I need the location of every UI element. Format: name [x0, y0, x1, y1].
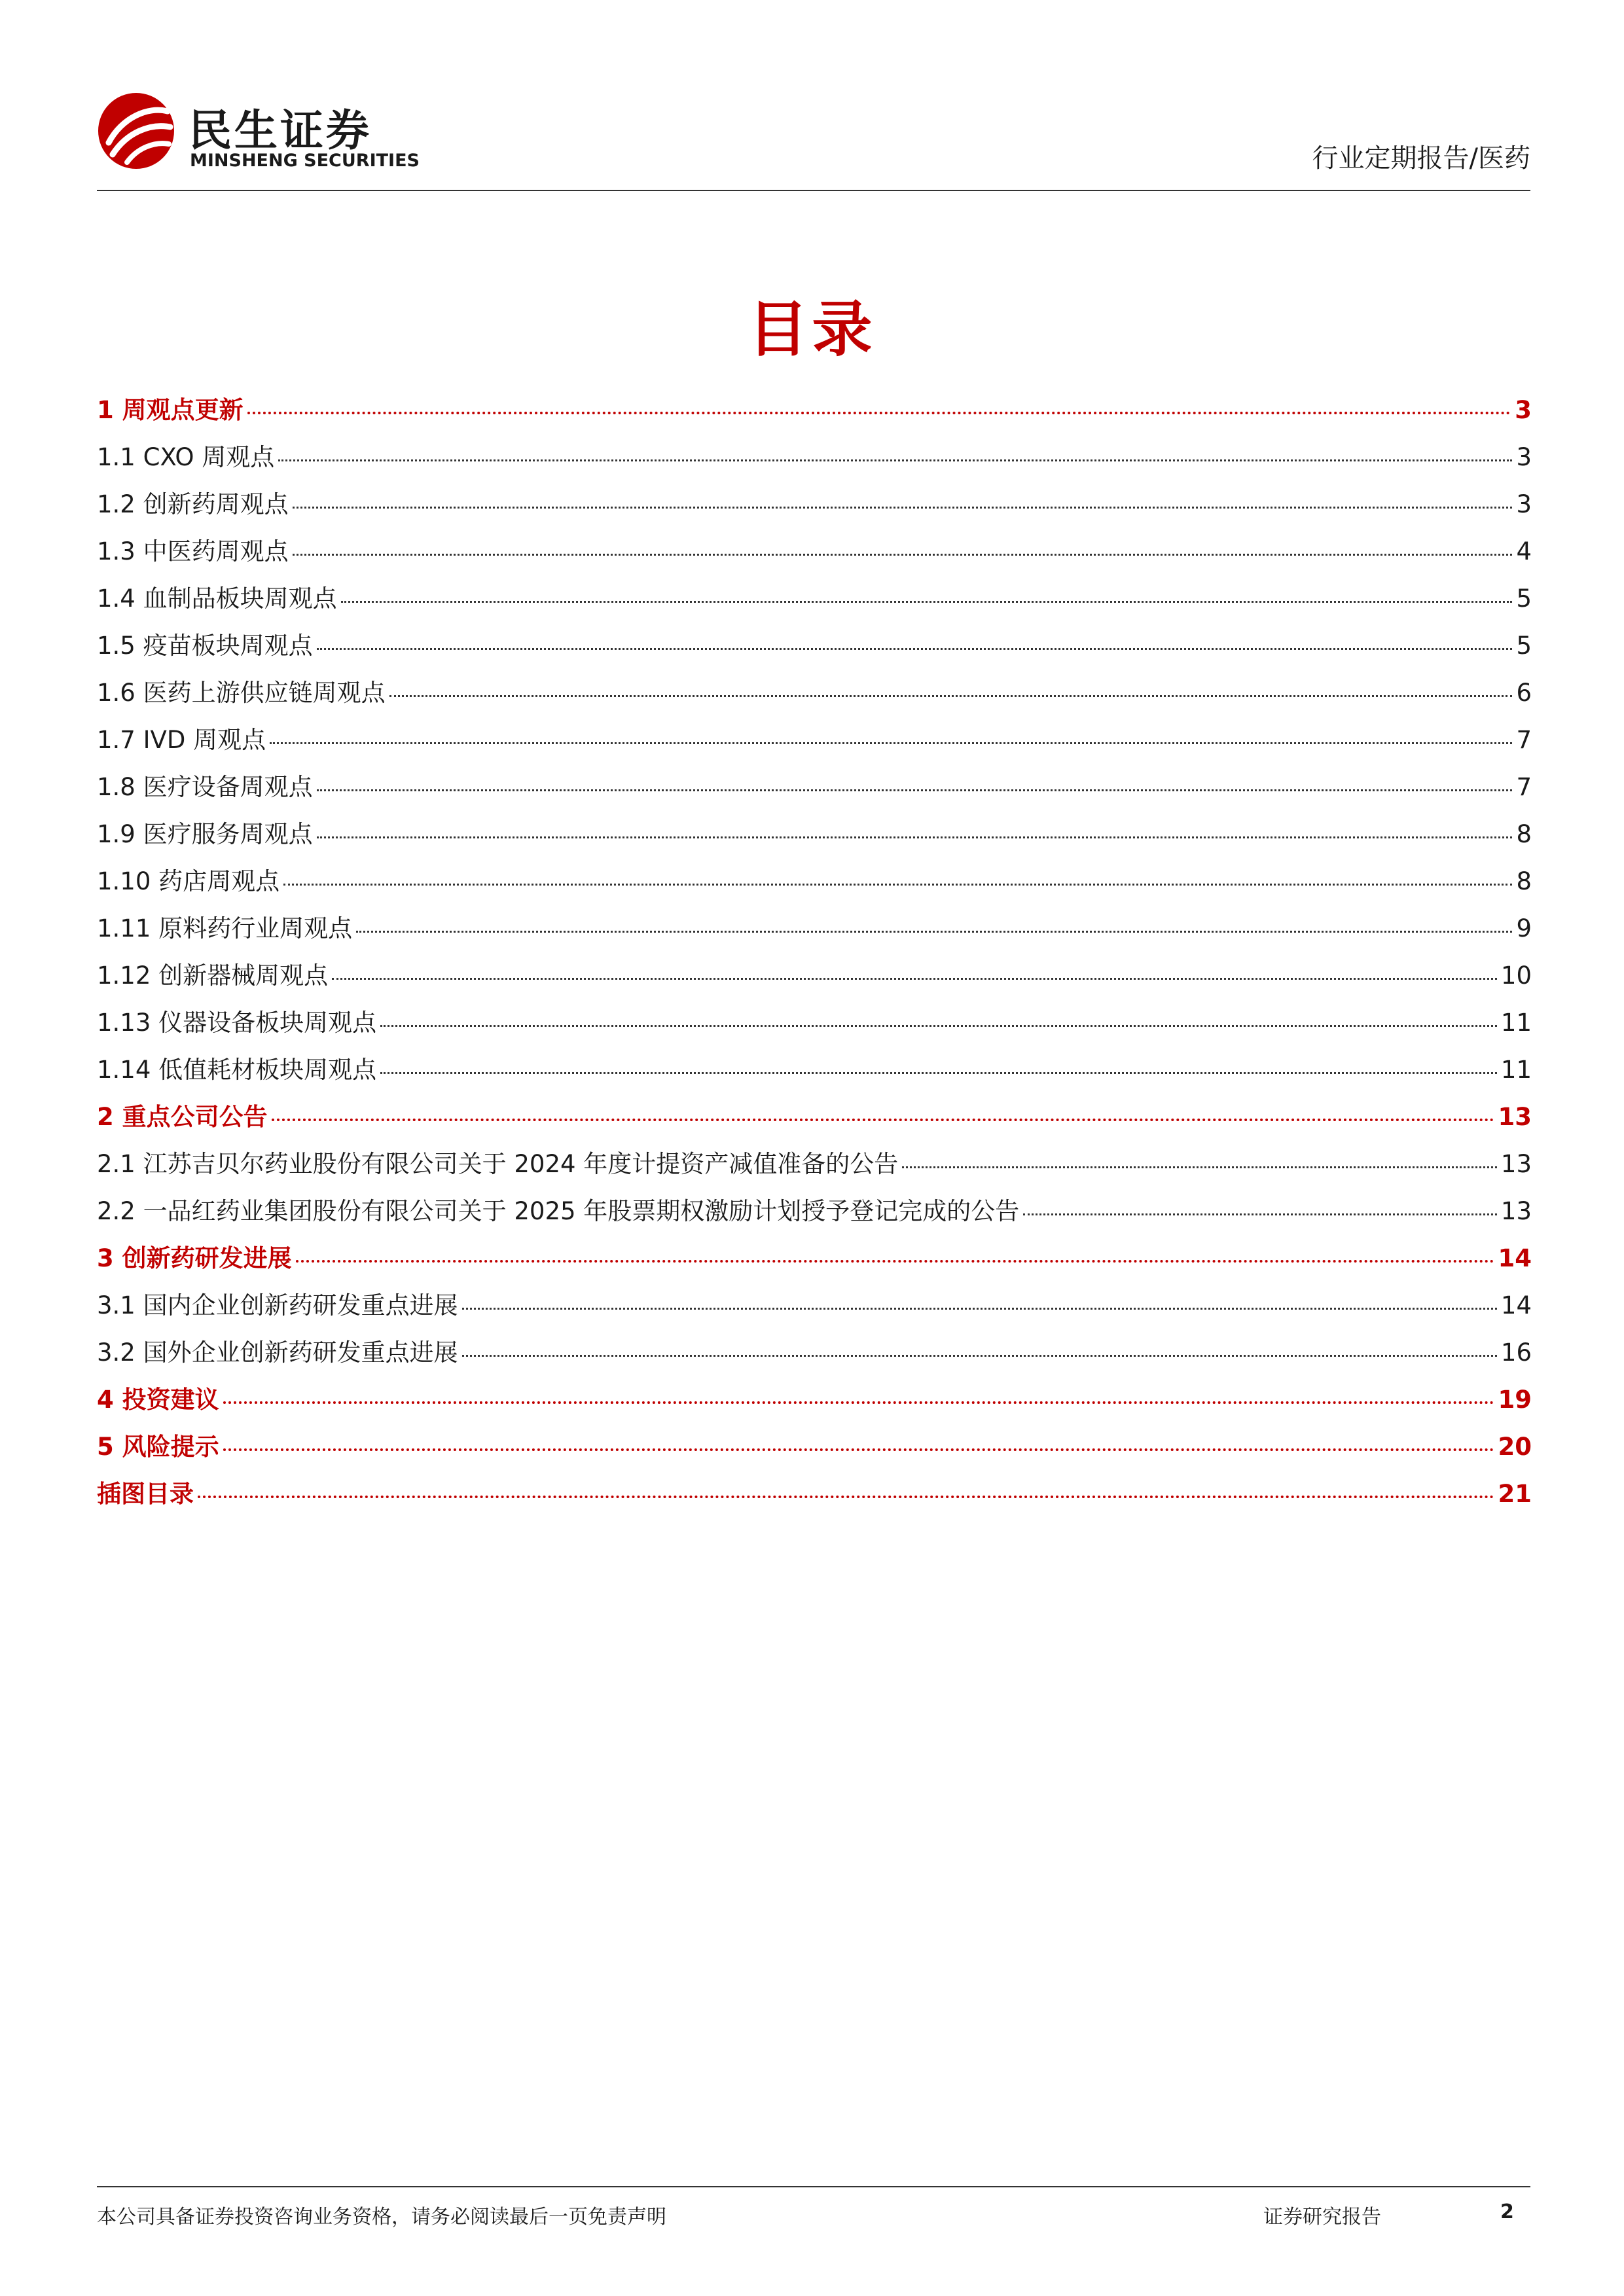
toc-entry-label: 1.10 药店周观点 — [97, 867, 280, 895]
toc-leader-dots — [332, 978, 1497, 980]
toc-entry-page: 7 — [1516, 726, 1532, 754]
page-title: 目录 — [748, 295, 876, 365]
toc-entry-label: 1.13 仪器设备板块周观点 — [97, 1009, 377, 1037]
toc-leader-dots — [341, 601, 1513, 603]
toc-entry[interactable] — [97, 908, 1532, 956]
toc-leader-dots — [272, 1119, 1494, 1121]
toc-entry-label: 5 风险提示 — [97, 1433, 219, 1461]
toc-entry-page: 16 — [1500, 1338, 1532, 1367]
toc-entry-label: 3.1 国内企业创新药研发重点进展 — [97, 1291, 458, 1319]
toc-leader-dots — [462, 1308, 1497, 1310]
toc-leader-dots — [223, 1401, 1494, 1404]
toc-entry[interactable] — [97, 720, 1532, 767]
toc-entry-label: 1 周观点更新 — [97, 396, 244, 424]
toc-entry[interactable] — [97, 814, 1532, 861]
toc-entry-label: 3 创新药研发进展 — [97, 1244, 292, 1272]
toc-entry-page: 4 — [1516, 537, 1532, 565]
toc-entry-page: 9 — [1516, 914, 1532, 942]
toc-entry-page: 8 — [1516, 867, 1532, 895]
toc-entry-page: 3 — [1516, 443, 1532, 471]
toc-entry-page: 11 — [1500, 1009, 1532, 1037]
toc-leader-dots — [389, 695, 1513, 697]
toc-entry[interactable] — [97, 531, 1532, 579]
toc-entry-page: 11 — [1500, 1056, 1532, 1084]
toc-entry-page: 5 — [1516, 632, 1532, 660]
toc-entry-page: 8 — [1516, 820, 1532, 848]
toc-entry-label: 1.12 创新器械周观点 — [97, 961, 329, 990]
toc-leader-dots — [293, 507, 1513, 509]
toc-entry-label: 2.1 江苏吉贝尔药业股份有限公司关于 2024 年度计提资产减值准备的公告 — [97, 1150, 899, 1178]
toc-entry-label: 1.8 医疗设备周观点 — [97, 773, 313, 801]
toc-leader-dots — [293, 554, 1513, 556]
toc-entry[interactable] — [97, 1380, 1532, 1427]
toc-entry[interactable] — [97, 767, 1532, 814]
toc-entry-label: 插图目录 — [97, 1480, 194, 1508]
toc-entry-page: 3 — [1515, 396, 1532, 424]
toc-leader-dots — [296, 1260, 1494, 1263]
page-number: 2 — [1500, 2200, 1514, 2223]
toc-entry-label: 1.9 医疗服务周观点 — [97, 820, 313, 848]
toc-entry-label: 1.14 低值耗材板块周观点 — [97, 1056, 377, 1084]
toc-leader-dots — [317, 836, 1513, 838]
toc-entry-page: 7 — [1516, 773, 1532, 801]
toc-entry-label: 1.11 原料药行业周观点 — [97, 914, 353, 942]
toc-entry[interactable] — [97, 1427, 1532, 1474]
brand-name-cn: 民生证券 — [189, 105, 372, 156]
page-header — [97, 92, 1530, 190]
toc-entry-label: 4 投资建议 — [97, 1386, 219, 1414]
toc-leader-dots — [356, 931, 1512, 933]
toc-entry-page: 5 — [1516, 584, 1532, 613]
toc-entry[interactable] — [97, 1097, 1532, 1144]
toc-entry[interactable] — [97, 626, 1532, 673]
toc-entry-page: 14 — [1498, 1244, 1532, 1272]
toc-leader-dots — [223, 1448, 1494, 1451]
report-type: 行业定期报告/医药 — [1312, 143, 1530, 173]
toc-entry-page: 10 — [1500, 961, 1532, 990]
toc-entry-label: 3.2 国外企业创新药研发重点进展 — [97, 1338, 458, 1367]
toc-entry-label: 1.4 血制品板块周观点 — [97, 584, 337, 613]
toc-entry[interactable] — [97, 579, 1532, 626]
toc-entry[interactable] — [97, 861, 1532, 908]
toc-leader-dots — [317, 648, 1513, 650]
toc-entry-label: 1.5 疫苗板块周观点 — [97, 632, 313, 660]
toc-leader-dots — [283, 884, 1512, 886]
toc-leader-dots — [198, 1496, 1494, 1498]
toc-entry-label: 1.1 CXO 周观点 — [97, 443, 275, 471]
toc-entry[interactable] — [97, 1238, 1532, 1285]
toc-entry-label: 2 重点公司公告 — [97, 1103, 268, 1131]
toc-leader-dots — [462, 1355, 1497, 1357]
toc-entry[interactable] — [97, 1474, 1532, 1521]
toc-entry[interactable] — [97, 1003, 1532, 1050]
toc-entry-label: 1.3 中医药周观点 — [97, 537, 289, 565]
toc-leader-dots — [902, 1166, 1497, 1168]
toc-entry[interactable] — [97, 673, 1532, 720]
toc-leader-dots — [380, 1025, 1497, 1027]
footer-disclaimer: 本公司具备证券投资咨询业务资格，请务必阅读最后一页免责声明 — [97, 2206, 666, 2229]
toc-entry-page: 21 — [1498, 1480, 1532, 1508]
toc-entry[interactable] — [97, 390, 1532, 437]
minsheng-logo-icon — [97, 92, 175, 170]
toc-entry-label: 1.6 医药上游供应链周观点 — [97, 679, 386, 707]
toc-entry-page: 13 — [1498, 1103, 1532, 1131]
toc-entry-label: 1.2 创新药周观点 — [97, 490, 289, 518]
toc-entry-page: 20 — [1498, 1433, 1532, 1461]
toc-leader-dots — [247, 412, 1511, 414]
toc-entry-page: 3 — [1516, 490, 1532, 518]
toc-entry-page: 13 — [1500, 1197, 1532, 1225]
toc-leader-dots — [317, 789, 1513, 791]
toc-entry[interactable] — [97, 1333, 1532, 1380]
toc-leader-dots — [380, 1072, 1497, 1074]
toc-entry-page: 14 — [1500, 1291, 1532, 1319]
toc-entry-page: 6 — [1516, 679, 1532, 707]
footer-divider — [97, 2186, 1530, 2187]
toc-entry[interactable] — [97, 956, 1532, 1003]
toc-entry-label: 1.7 IVD 周观点 — [97, 726, 266, 754]
toc-entry[interactable] — [97, 1050, 1532, 1097]
brand-name-en: MINSHENG SECURITIES — [190, 151, 420, 171]
toc-entry[interactable] — [97, 437, 1532, 484]
toc-entry-label: 2.2 一品红药业集团股份有限公司关于 2025 年股票期权激励计划授予登记完成的公告 — [97, 1197, 1020, 1225]
toc-entry[interactable] — [97, 484, 1532, 531]
table-of-contents — [97, 390, 1532, 1521]
toc-entry[interactable] — [97, 1285, 1532, 1333]
toc-entry[interactable] — [97, 1191, 1532, 1238]
toc-leader-dots — [1023, 1213, 1497, 1215]
header-divider — [97, 190, 1530, 191]
toc-leader-dots — [270, 742, 1512, 744]
toc-entry-page: 19 — [1498, 1386, 1532, 1414]
toc-entry[interactable] — [97, 1144, 1532, 1191]
footer-doc-type: 证券研究报告 — [1263, 2206, 1381, 2229]
toc-leader-dots — [278, 459, 1512, 461]
toc-entry-page: 13 — [1500, 1150, 1532, 1178]
